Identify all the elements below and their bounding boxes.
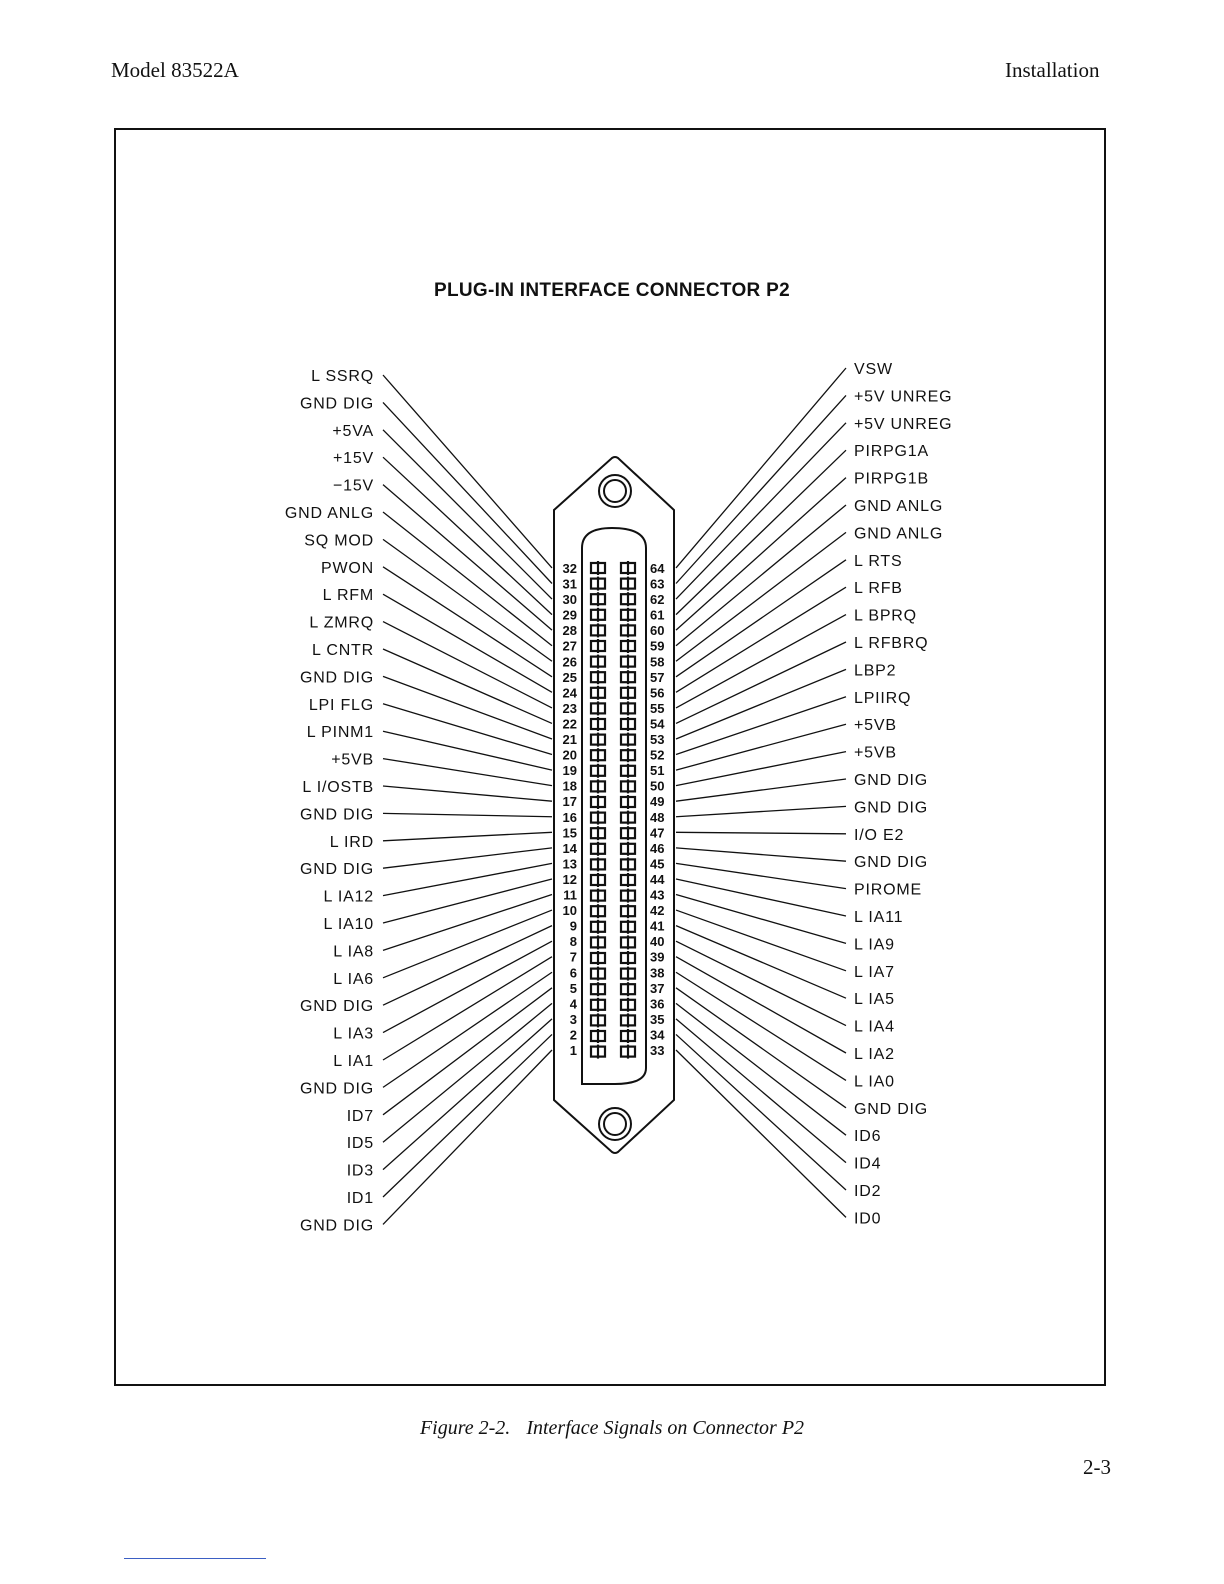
wire-left: [383, 863, 552, 895]
wire-right: [676, 941, 846, 1025]
signal-label-right: +5V UNREG: [854, 415, 953, 433]
wire-left: [383, 813, 552, 816]
pin-number-left: 20: [562, 747, 577, 763]
figure-caption: [0, 1417, 1224, 1440]
signal-label-left: L IA12: [323, 888, 374, 906]
signal-labels: [285, 361, 952, 1234]
signal-label-right: ID6: [854, 1128, 882, 1146]
wire-left: [383, 941, 552, 1032]
signal-label-right: ID2: [854, 1183, 882, 1200]
pin-number-left: 4: [569, 996, 577, 1012]
wire-left: [383, 375, 552, 568]
signal-label-right: PIRPG1B: [854, 470, 929, 488]
pin-number-right: 37: [650, 980, 665, 996]
wire-right: [676, 395, 846, 583]
signal-label-right: L BPRQ: [854, 607, 917, 625]
signal-label-left: L IA8: [333, 943, 374, 961]
pin-number-left: 7: [569, 949, 577, 965]
wire-right: [676, 669, 846, 739]
signal-label-left: L IA1: [333, 1053, 374, 1070]
pin-number-left: 24: [562, 685, 577, 701]
signal-label-left: L IA6: [333, 970, 374, 988]
pin-number-left: 3: [569, 1011, 577, 1027]
wire-left: [383, 622, 552, 708]
pin-number-right: 36: [650, 996, 665, 1012]
pin-number-right: 46: [650, 840, 665, 856]
pin-number-left: 13: [562, 856, 577, 872]
signal-label-right: L IA4: [854, 1018, 895, 1036]
pin-number-right: 43: [650, 887, 665, 903]
pin-number-left: 12: [562, 871, 577, 887]
signal-label-left: GND DIG: [299, 861, 374, 879]
signal-label-left: L ZMRQ: [309, 614, 374, 632]
pin-number-right: 38: [650, 965, 665, 981]
wire-right: [676, 615, 846, 708]
wire-left: [383, 988, 552, 1115]
pin-number-right: 40: [650, 934, 665, 950]
wire-right: [676, 752, 846, 786]
pin-number-left: 2: [569, 1027, 577, 1043]
pin-number-right: 54: [650, 716, 665, 732]
signal-label-right: L IA0: [854, 1073, 895, 1091]
wire-right: [676, 1019, 846, 1163]
wire-left: [383, 731, 552, 770]
wire-right: [676, 560, 846, 677]
pin-numbers: [563, 561, 666, 1058]
wire-left: [383, 895, 552, 951]
signal-label-right: GND ANLG: [854, 498, 944, 515]
wire-left: [383, 759, 552, 786]
pin-number-left: 9: [569, 918, 577, 934]
pin-number-left: 21: [562, 732, 577, 747]
wire-right: [676, 423, 846, 599]
wire-right: [676, 532, 846, 661]
signal-label-left: L IA3: [333, 1025, 374, 1043]
signal-label-left: −15V: [332, 477, 374, 495]
pin-number-right: 42: [650, 903, 665, 919]
pin-number-right: 48: [650, 809, 665, 825]
pin-number-left: 16: [562, 809, 577, 825]
signal-label-right: GND ANLG: [854, 525, 944, 543]
wire-right: [676, 988, 846, 1108]
footer-rule: [124, 1558, 266, 1559]
pin-number-left: 32: [562, 560, 577, 576]
wire-left: [383, 1003, 552, 1142]
signal-label-left: PWON: [321, 559, 374, 577]
pin-number-right: 62: [650, 592, 665, 608]
signal-label-left: ID5: [346, 1135, 374, 1153]
signal-label-right: +5VB: [854, 717, 897, 735]
wire-right: [676, 478, 846, 631]
pin-number-right: 47: [650, 825, 665, 841]
pin-number-right: 49: [650, 794, 665, 810]
pin-number-left: 29: [562, 607, 577, 623]
wire-left: [383, 786, 552, 801]
signal-label-right: +5V UNREG: [854, 388, 953, 406]
pin-number-left: 19: [562, 763, 577, 779]
signal-label-left: ID7: [346, 1107, 374, 1125]
signal-label-right: ID0: [854, 1210, 882, 1228]
signal-label-right: L RFBRQ: [854, 635, 929, 652]
pin-number-right: 58: [650, 654, 665, 670]
wire-left: [383, 402, 552, 583]
signal-label-right: L IA9: [854, 936, 895, 954]
pin-number-right: 60: [650, 623, 665, 639]
wires: [383, 368, 846, 1224]
pin-number-right: 53: [650, 732, 665, 747]
wire-right: [676, 806, 846, 816]
signal-label-right: PIROME: [854, 881, 922, 899]
pin-number-left: 22: [562, 716, 577, 732]
pin-number-right: 52: [650, 747, 665, 763]
pin-number-right: 64: [650, 560, 665, 576]
pin-number-right: 35: [650, 1011, 665, 1027]
signal-label-right: L IA7: [854, 963, 895, 981]
wire-right: [676, 697, 846, 755]
wire-right: [676, 1034, 846, 1190]
wire-left: [383, 430, 552, 599]
figure-number: Figure 2-2.: [419, 1417, 511, 1439]
diagram-title: PLUG-IN INTERFACE CONNECTOR P2: [434, 280, 790, 301]
pin-number-left: 5: [569, 980, 577, 996]
signal-label-left: GND DIG: [299, 998, 374, 1016]
pin-number-left: 25: [562, 669, 577, 685]
pin-number-left: 14: [562, 840, 577, 856]
signal-label-right: GND DIG: [854, 799, 929, 817]
signal-label-right: I/O E2: [854, 826, 905, 844]
signal-label-right: LBP2: [854, 662, 897, 680]
pin-number-left: 27: [562, 638, 577, 654]
signal-label-left: L PINM1: [306, 724, 374, 742]
wire-left: [383, 832, 552, 841]
wire-left: [383, 972, 552, 1087]
pin-number-right: 51: [650, 763, 665, 779]
signal-label-right: L IA11: [854, 909, 904, 926]
signal-label-left: GND DIG: [299, 669, 374, 687]
signal-label-left: GND DIG: [299, 1217, 374, 1235]
signal-label-left: L SSRQ: [311, 368, 374, 385]
signal-label-left: GND DIG: [299, 1080, 374, 1098]
pin-number-left: 1: [569, 1043, 577, 1058]
pin-number-left: 30: [562, 592, 577, 608]
wire-right: [676, 587, 846, 692]
pin-number-left: 15: [562, 825, 577, 841]
pin-number-right: 55: [650, 700, 665, 716]
signal-label-left: L IRD: [329, 833, 374, 851]
signal-label-left: +5VB: [331, 751, 374, 769]
signal-label-left: GND ANLG: [284, 505, 374, 522]
signal-label-right: L RFB: [854, 580, 903, 598]
wire-right: [676, 724, 846, 770]
pin-number-left: 8: [569, 934, 577, 950]
wire-right: [676, 450, 846, 614]
signal-label-right: GND DIG: [854, 772, 929, 789]
signal-label-right: GND DIG: [854, 854, 929, 872]
signal-label-left: SQ MOD: [304, 532, 374, 550]
pin-number-right: 44: [650, 871, 665, 887]
wire-right: [676, 848, 846, 861]
wire-left: [383, 926, 552, 1006]
pin-number-left: 18: [562, 778, 577, 794]
signal-label-left: ID1: [346, 1190, 374, 1207]
signal-label-right: L RTS: [854, 552, 903, 570]
wire-left: [383, 1019, 552, 1170]
pin-number-left: 26: [562, 654, 577, 670]
signal-label-left: L RFM: [322, 587, 374, 605]
wire-left: [383, 1050, 552, 1224]
pin-number-right: 41: [650, 918, 665, 934]
signal-label-right: +5VB: [854, 744, 897, 762]
wire-right: [676, 1003, 846, 1135]
signal-label-right: ID4: [854, 1155, 882, 1173]
wire-left: [383, 848, 552, 868]
mounting-hole-bottom-inner: [604, 1113, 626, 1135]
wire-left: [383, 910, 552, 978]
signal-label-right: L IA2: [854, 1046, 895, 1063]
wire-right: [676, 505, 846, 646]
wire-left: [383, 512, 552, 646]
signal-label-right: VSW: [854, 361, 893, 378]
pin-number-left: 28: [562, 623, 577, 639]
wire-left: [383, 957, 552, 1060]
signal-label-right: LPIIRQ: [854, 689, 912, 707]
pin-number-left: 6: [569, 965, 577, 981]
pin-number-right: 33: [650, 1043, 665, 1058]
signal-label-left: LPI FLG: [308, 696, 374, 714]
wire-right: [676, 368, 846, 568]
page-number: 2-3: [1083, 1455, 1111, 1479]
pin-number-left: 11: [563, 887, 577, 903]
pin-number-right: 39: [650, 949, 665, 965]
pin-number-right: 45: [650, 856, 665, 872]
pin-number-left: 17: [562, 794, 577, 810]
signal-label-right: PIRPG1A: [854, 443, 929, 461]
pin-number-right: 56: [650, 685, 665, 701]
signal-label-right: GND DIG: [854, 1100, 929, 1118]
signal-label-left: GND DIG: [299, 806, 374, 824]
pin-number-right: 61: [650, 607, 665, 623]
header-section: Installation: [1005, 58, 1100, 82]
signal-label-left: ID3: [346, 1162, 374, 1180]
wire-left: [383, 1034, 552, 1197]
pin-number-right: 50: [650, 778, 665, 794]
pin-number-right: 57: [650, 669, 665, 685]
wire-right: [676, 1050, 846, 1217]
figure-title: Interface Signals on Connector P2: [526, 1417, 805, 1439]
signal-label-left: +15V: [332, 450, 374, 468]
wire-left: [383, 879, 552, 923]
wire-left: [383, 457, 552, 614]
wire-right: [676, 779, 846, 801]
wire-right: [676, 957, 846, 1053]
pin-number-left: 10: [562, 903, 577, 919]
signal-label-right: L IA5: [854, 991, 895, 1009]
pin-number-right: 59: [650, 638, 665, 654]
pin-number-right: 34: [650, 1027, 665, 1043]
signal-label-left: GND DIG: [299, 395, 374, 413]
wire-right: [676, 832, 846, 834]
wire-right: [676, 642, 846, 723]
mounting-hole-top-inner: [604, 480, 626, 502]
pin-number-right: 63: [650, 576, 665, 592]
header-model: Model 83522A: [111, 58, 239, 82]
wire-right: [676, 972, 846, 1080]
pin-number-left: 31: [562, 576, 577, 592]
signal-label-left: +5VA: [332, 422, 374, 440]
signal-label-left: L IA10: [323, 916, 374, 933]
signal-label-left: L CNTR: [312, 642, 374, 659]
signal-label-left: L I/OSTB: [302, 779, 374, 796]
pin-number-left: 23: [562, 700, 577, 716]
